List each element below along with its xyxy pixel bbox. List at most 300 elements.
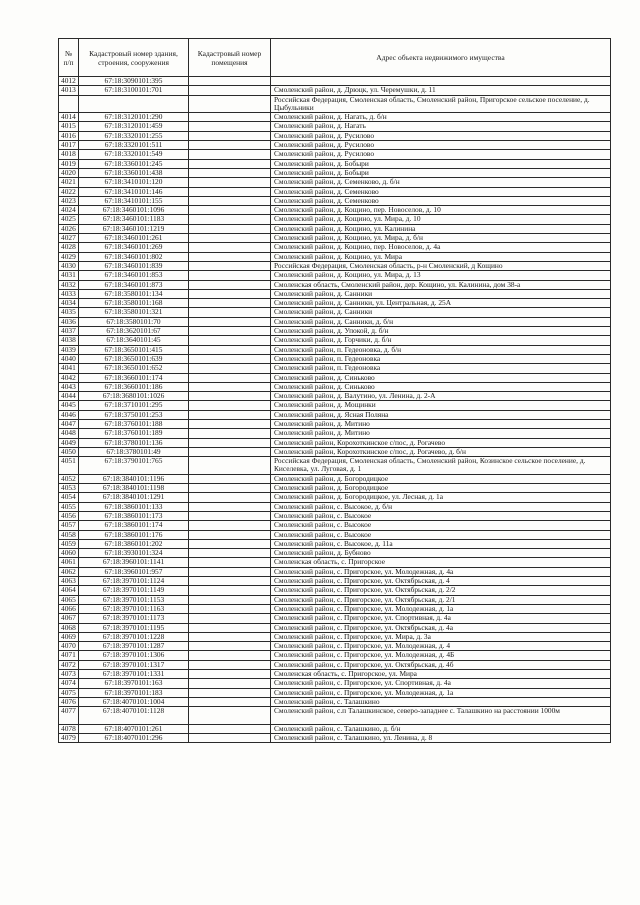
building-cadastral-number: 67:18:3460101:1096 <box>79 206 189 215</box>
property-address: Смоленский район, д. Кощино, пер. Новоселов, д. 4а <box>271 243 611 252</box>
property-address: Смоленский район, с. Пригорское, ул. Молодежная, д. 1а <box>271 688 611 697</box>
row-number: 4058 <box>59 530 79 539</box>
room-cadastral-number <box>189 604 271 613</box>
table-row <box>59 215 611 224</box>
row-number: 4077 <box>59 707 79 725</box>
property-address: Российская Федерация, Смоленская область, р-н Смоленский, д Кощино <box>271 261 611 270</box>
building-cadastral-number: 67:18:3320101:511 <box>79 141 189 150</box>
row-number: 4048 <box>59 429 79 438</box>
building-cadastral-number: 67:18:3860101:202 <box>79 539 189 548</box>
property-address: Смоленский район, п. Гедеоновка <box>271 354 611 363</box>
building-cadastral-number: 67:18:4070101:296 <box>79 734 189 743</box>
property-address: Смоленский район, д. Бобыри <box>271 168 611 177</box>
property-address: Смоленский район, с. Высокое, д. б/н <box>271 502 611 511</box>
room-cadastral-number <box>189 234 271 243</box>
building-cadastral-number: 67:18:4070101:261 <box>79 724 189 733</box>
room-cadastral-number <box>189 447 271 456</box>
row-number: 4015 <box>59 122 79 131</box>
table-row <box>59 159 611 168</box>
room-cadastral-number <box>189 77 271 86</box>
building-cadastral-number: 67:18:3970101:1149 <box>79 586 189 595</box>
room-cadastral-number <box>189 511 271 520</box>
table-row <box>59 474 611 483</box>
room-cadastral-number <box>189 614 271 623</box>
table-row <box>59 401 611 410</box>
table-row <box>59 632 611 641</box>
room-cadastral-number <box>189 382 271 391</box>
building-cadastral-number: 67:18:3760101:188 <box>79 419 189 428</box>
row-number: 4064 <box>59 586 79 595</box>
table-row <box>59 419 611 428</box>
room-cadastral-number <box>189 484 271 493</box>
table-row <box>59 558 611 567</box>
row-number: 4072 <box>59 660 79 669</box>
building-cadastral-number <box>79 95 189 113</box>
property-address: Смоленский район, д. Валутино, ул. Ленина, д. 2-А <box>271 392 611 401</box>
property-address: Смоленский район, с. Пригорское, ул. Молодежная, д. 1а <box>271 604 611 613</box>
table-row <box>59 364 611 373</box>
room-cadastral-number <box>189 530 271 539</box>
room-cadastral-number <box>189 457 271 475</box>
header-building-cadastral: Кадастровый номер здания, строения, сооружения <box>79 39 189 77</box>
building-cadastral-number: 67:18:3960101:957 <box>79 567 189 576</box>
room-cadastral-number <box>189 438 271 447</box>
row-number: 4017 <box>59 141 79 150</box>
room-cadastral-number <box>189 429 271 438</box>
table-row <box>59 530 611 539</box>
building-cadastral-number: 67:18:3360101:245 <box>79 159 189 168</box>
row-number: 4067 <box>59 614 79 623</box>
room-cadastral-number <box>189 159 271 168</box>
building-cadastral-number: 67:18:3460101:873 <box>79 280 189 289</box>
row-number: 4047 <box>59 419 79 428</box>
building-cadastral-number: 67:18:3970101:1163 <box>79 604 189 613</box>
table-row <box>59 261 611 270</box>
table-row <box>59 168 611 177</box>
property-address: Смоленский район, п. Гедеоновка <box>271 364 611 373</box>
building-cadastral-number: 67:18:3650101:415 <box>79 345 189 354</box>
building-cadastral-number: 67:18:3120101:459 <box>79 122 189 131</box>
row-number: 4045 <box>59 401 79 410</box>
property-address: Смоленский район, с. Высокое <box>271 530 611 539</box>
room-cadastral-number <box>189 141 271 150</box>
table-row <box>59 345 611 354</box>
building-cadastral-number: 67:18:3780101:49 <box>79 447 189 456</box>
property-address: Смоленский район, д. Бобыри <box>271 159 611 168</box>
property-address: Смоленский район, Корохоткинское с/пос, д. Рогачево <box>271 438 611 447</box>
table-row <box>59 86 611 95</box>
room-cadastral-number <box>189 178 271 187</box>
room-cadastral-number <box>189 521 271 530</box>
property-address: Смоленский район, д. Бубново <box>271 549 611 558</box>
room-cadastral-number <box>189 419 271 428</box>
building-cadastral-number: 67:18:3970101:163 <box>79 679 189 688</box>
building-cadastral-number: 67:18:3970101:1124 <box>79 577 189 586</box>
row-number: 4078 <box>59 724 79 733</box>
row-number: 4028 <box>59 243 79 252</box>
row-number: 4053 <box>59 484 79 493</box>
row-number: 4038 <box>59 336 79 345</box>
table-row <box>59 447 611 456</box>
room-cadastral-number <box>189 549 271 558</box>
room-cadastral-number <box>189 336 271 345</box>
building-cadastral-number: 67:18:3860101:133 <box>79 502 189 511</box>
room-cadastral-number <box>189 86 271 95</box>
row-number: 4032 <box>59 280 79 289</box>
property-address: Смоленский район, с. Пригорское, ул. Мира, д. 3а <box>271 632 611 641</box>
row-number: 4014 <box>59 113 79 122</box>
row-number: 4059 <box>59 539 79 548</box>
room-cadastral-number <box>189 734 271 743</box>
building-cadastral-number: 67:18:3840101:1291 <box>79 493 189 502</box>
row-number: 4035 <box>59 308 79 317</box>
room-cadastral-number <box>189 354 271 363</box>
room-cadastral-number <box>189 150 271 159</box>
room-cadastral-number <box>189 327 271 336</box>
room-cadastral-number <box>189 299 271 308</box>
room-cadastral-number <box>189 660 271 669</box>
property-address: Смоленский район, с. Пригорское, ул. Октябрьская, д. 4 <box>271 577 611 586</box>
table-row <box>59 438 611 447</box>
table-row <box>59 502 611 511</box>
building-cadastral-number: 67:18:3460101:853 <box>79 271 189 280</box>
row-number: 4025 <box>59 215 79 224</box>
building-cadastral-number: 67:18:3460101:1183 <box>79 215 189 224</box>
row-number: 4026 <box>59 224 79 233</box>
row-number: 4044 <box>59 392 79 401</box>
building-cadastral-number: 67:18:4070101:1128 <box>79 707 189 725</box>
property-address: Смоленский район, д. Кощино, ул. Мира <box>271 252 611 261</box>
property-address: Смоленский район, с. Пригорское, ул. Октябрьская, д. 4б <box>271 660 611 669</box>
room-cadastral-number <box>189 539 271 548</box>
room-cadastral-number <box>189 261 271 270</box>
row-number: 4061 <box>59 558 79 567</box>
row-number: 4063 <box>59 577 79 586</box>
table-row <box>59 382 611 391</box>
table-row <box>59 206 611 215</box>
row-number: 4068 <box>59 623 79 632</box>
row-number: 4020 <box>59 168 79 177</box>
table-row <box>59 707 611 725</box>
table-row <box>59 336 611 345</box>
row-number: 4036 <box>59 317 79 326</box>
building-cadastral-number: 67:18:3650101:639 <box>79 354 189 363</box>
room-cadastral-number <box>189 95 271 113</box>
room-cadastral-number <box>189 364 271 373</box>
property-address: Смоленский район, с. Пригорское, ул. Октябрьская, д. 4а <box>271 623 611 632</box>
building-cadastral-number: 67:18:3090101:395 <box>79 77 189 86</box>
room-cadastral-number <box>189 113 271 122</box>
building-cadastral-number: 67:18:4070101:1004 <box>79 697 189 706</box>
room-cadastral-number <box>189 317 271 326</box>
room-cadastral-number <box>189 642 271 651</box>
table-row <box>59 280 611 289</box>
building-cadastral-number: 67:18:3460101:261 <box>79 234 189 243</box>
row-number: 4042 <box>59 373 79 382</box>
row-number: 4043 <box>59 382 79 391</box>
building-cadastral-number: 67:18:3640101:45 <box>79 336 189 345</box>
room-cadastral-number <box>189 595 271 604</box>
property-address: Смоленский район, д. Нагать <box>271 122 611 131</box>
property-address: Смоленский район, д. Дрюцк, ул. Черемушки, д. 11 <box>271 86 611 95</box>
property-address: Смоленский район, д. Богородицкое <box>271 474 611 483</box>
building-cadastral-number: 67:18:3120101:290 <box>79 113 189 122</box>
property-address: Смоленский район, д. Русилово <box>271 131 611 140</box>
room-cadastral-number <box>189 243 271 252</box>
row-number: 4013 <box>59 86 79 95</box>
table-row <box>59 697 611 706</box>
building-cadastral-number: 67:18:3650101:652 <box>79 364 189 373</box>
property-address: Смоленский район, с. Пригорское, ул. Спортивная, д. 4а <box>271 679 611 688</box>
room-cadastral-number <box>189 271 271 280</box>
row-number: 4051 <box>59 457 79 475</box>
room-cadastral-number <box>189 623 271 632</box>
table-row <box>59 354 611 363</box>
table-row <box>59 410 611 419</box>
room-cadastral-number <box>189 206 271 215</box>
table-row <box>59 95 611 113</box>
building-cadastral-number: 67:18:3410101:155 <box>79 196 189 205</box>
property-address: Смоленская область, Смоленский район, дер. Кощино, ул. Калинина, дом 38-а <box>271 280 611 289</box>
building-cadastral-number: 67:18:3930101:324 <box>79 549 189 558</box>
property-address: Смоленский район, д. Митино <box>271 419 611 428</box>
row-number: 4012 <box>59 77 79 86</box>
property-table <box>58 38 611 743</box>
row-number: 4040 <box>59 354 79 363</box>
row-number: 4069 <box>59 632 79 641</box>
table-row <box>59 642 611 651</box>
building-cadastral-number: 67:18:3970101:1331 <box>79 670 189 679</box>
row-number: 4074 <box>59 679 79 688</box>
room-cadastral-number <box>189 670 271 679</box>
building-cadastral-number: 67:18:3760101:189 <box>79 429 189 438</box>
room-cadastral-number <box>189 280 271 289</box>
property-address: Смоленский район, д. Синьково <box>271 382 611 391</box>
property-address: Смоленский район, п. Гедеоновка, д. б/н <box>271 345 611 354</box>
property-address: Смоленский район, д. Санники, д. б/н <box>271 317 611 326</box>
building-cadastral-number: 67:18:3320101:549 <box>79 150 189 159</box>
room-cadastral-number <box>189 196 271 205</box>
table-row <box>59 271 611 280</box>
row-number: 4030 <box>59 261 79 270</box>
property-address: Смоленский район, д. Кощино, ул. Мира, д. б/н <box>271 234 611 243</box>
table-row <box>59 113 611 122</box>
table-row <box>59 614 611 623</box>
property-address: Смоленский район, д. Ясная Поляна <box>271 410 611 419</box>
table-row <box>59 595 611 604</box>
building-cadastral-number: 67:18:3460101:269 <box>79 243 189 252</box>
building-cadastral-number: 67:18:3860101:173 <box>79 511 189 520</box>
header-address: Адрес объекта недвижимого имущества <box>271 39 611 77</box>
table-row <box>59 131 611 140</box>
row-number: 4057 <box>59 521 79 530</box>
row-number: 4070 <box>59 642 79 651</box>
property-address: Смоленский район, с. Пригорское, ул. Октябрьская, д. 2/1 <box>271 595 611 604</box>
table-row <box>59 521 611 530</box>
row-number: 4066 <box>59 604 79 613</box>
room-cadastral-number <box>189 632 271 641</box>
room-cadastral-number <box>189 688 271 697</box>
header-number: № п/п <box>59 39 79 77</box>
property-address: Смоленский район, д. Кощино, ул. Мира, д. 10 <box>271 215 611 224</box>
room-cadastral-number <box>189 586 271 595</box>
building-cadastral-number: 67:18:3410101:120 <box>79 178 189 187</box>
property-address: Смоленская область, с. Пригорское <box>271 558 611 567</box>
building-cadastral-number: 67:18:3680101:1026 <box>79 392 189 401</box>
property-address: Смоленский район, с. Талашкино, ул. Ленина, д. 8 <box>271 734 611 743</box>
property-address: Смоленский район, д. Семенково, д. б/н <box>271 178 611 187</box>
room-cadastral-number <box>189 224 271 233</box>
room-cadastral-number <box>189 392 271 401</box>
building-cadastral-number: 67:18:3460101:839 <box>79 261 189 270</box>
table-row <box>59 141 611 150</box>
row-number: 4046 <box>59 410 79 419</box>
row-number: 4062 <box>59 567 79 576</box>
row-number: 4041 <box>59 364 79 373</box>
building-cadastral-number: 67:18:3410101:146 <box>79 187 189 196</box>
table-row <box>59 317 611 326</box>
building-cadastral-number: 67:18:3970101:1287 <box>79 642 189 651</box>
table-row <box>59 734 611 743</box>
row-number: 4054 <box>59 493 79 502</box>
table-row <box>59 243 611 252</box>
property-address: Смоленский район, с. Пригорское, ул. Спортивная, д. 4а <box>271 614 611 623</box>
table-row <box>59 604 611 613</box>
building-cadastral-number: 67:18:3970101:1228 <box>79 632 189 641</box>
property-address: Смоленский район, д. Горчики, д. б/н <box>271 336 611 345</box>
table-row <box>59 373 611 382</box>
row-number: 4060 <box>59 549 79 558</box>
table-body <box>59 77 611 743</box>
header-room-cadastral: Кадастровый номер помещения <box>189 39 271 77</box>
property-address: Смоленский район, д. Нагать, д. б/н <box>271 113 611 122</box>
property-address: Смоленский район, д. Синьково <box>271 373 611 382</box>
property-address: Смоленский район, д. Богородицкое, ул. Лесная, д. 1а <box>271 493 611 502</box>
room-cadastral-number <box>189 577 271 586</box>
table-row <box>59 308 611 317</box>
building-cadastral-number: 67:18:3580101:168 <box>79 299 189 308</box>
room-cadastral-number <box>189 252 271 261</box>
table-row <box>59 196 611 205</box>
table-row <box>59 549 611 558</box>
property-address: Смоленский район, д. Кощино, пер. Новоселов, д. 10 <box>271 206 611 215</box>
property-address: Смоленский район, с. Пригорское, ул. Октябрьская, д. 2/2 <box>271 586 611 595</box>
building-cadastral-number: 67:18:3580101:70 <box>79 317 189 326</box>
table-row <box>59 586 611 595</box>
building-cadastral-number: 67:18:3970101:1195 <box>79 623 189 632</box>
table-row <box>59 327 611 336</box>
room-cadastral-number <box>189 558 271 567</box>
room-cadastral-number <box>189 707 271 725</box>
table-row <box>59 77 611 86</box>
building-cadastral-number: 67:18:3840101:1196 <box>79 474 189 483</box>
room-cadastral-number <box>189 502 271 511</box>
row-number: 4016 <box>59 131 79 140</box>
building-cadastral-number: 67:18:3970101:1153 <box>79 595 189 604</box>
table-row <box>59 252 611 261</box>
property-address: Российская Федерация, Смоленская область, Смоленский район, Пригорское сельское поселение, д. Цыбульники <box>271 95 611 113</box>
table-row <box>59 299 611 308</box>
property-address: Смоленский район, с. Высокое <box>271 511 611 520</box>
table-row <box>59 623 611 632</box>
row-number: 4022 <box>59 187 79 196</box>
property-address <box>271 77 611 86</box>
table-row <box>59 511 611 520</box>
building-cadastral-number: 67:18:3790101:765 <box>79 457 189 475</box>
row-number <box>59 95 79 113</box>
property-address: Смоленский район, д. Санники <box>271 308 611 317</box>
property-address: Смоленский район, д. Санники <box>271 289 611 298</box>
row-number: 4018 <box>59 150 79 159</box>
building-cadastral-number: 67:18:3320101:255 <box>79 131 189 140</box>
property-address: Смоленский район, д. Семенково <box>271 187 611 196</box>
room-cadastral-number <box>189 651 271 660</box>
room-cadastral-number <box>189 187 271 196</box>
table-row <box>59 457 611 475</box>
table-row <box>59 688 611 697</box>
table-row <box>59 493 611 502</box>
property-address: Смоленский район, с. Талашкино, д. б/н <box>271 724 611 733</box>
row-number: 4073 <box>59 670 79 679</box>
building-cadastral-number: 67:18:3360101:438 <box>79 168 189 177</box>
property-address: Смоленский район, с. Пригорское, ул. Молодежная, д. 4Б <box>271 651 611 660</box>
room-cadastral-number <box>189 345 271 354</box>
room-cadastral-number <box>189 373 271 382</box>
table-row <box>59 150 611 159</box>
table-row <box>59 567 611 576</box>
building-cadastral-number: 67:18:3970101:1173 <box>79 614 189 623</box>
property-address: Смоленский район, д. Кощино, ул. Мира, д. 13 <box>271 271 611 280</box>
row-number: 4050 <box>59 447 79 456</box>
row-number: 4052 <box>59 474 79 483</box>
building-cadastral-number: 67:18:3710101:295 <box>79 401 189 410</box>
table-row <box>59 392 611 401</box>
property-address: Смоленский район, с. Пригорское, ул. Молодежная, д. 4а <box>271 567 611 576</box>
building-cadastral-number: 67:18:3970101:1306 <box>79 651 189 660</box>
room-cadastral-number <box>189 122 271 131</box>
row-number: 4079 <box>59 734 79 743</box>
row-number: 4021 <box>59 178 79 187</box>
property-address: Смоленский район, Корохоткинское с/пос, д. Рогачево, д. б/н <box>271 447 611 456</box>
room-cadastral-number <box>189 724 271 733</box>
table-row <box>59 660 611 669</box>
building-cadastral-number: 67:18:3970101:1317 <box>79 660 189 669</box>
row-number: 4027 <box>59 234 79 243</box>
room-cadastral-number <box>189 401 271 410</box>
table-row <box>59 234 611 243</box>
table-row <box>59 122 611 131</box>
row-number: 4049 <box>59 438 79 447</box>
room-cadastral-number <box>189 493 271 502</box>
property-address: Российская Федерация, Смоленская область, Смоленский район, Козинское сельское поселение, д. Киселевка, ул. Луговая, д. 1 <box>271 457 611 475</box>
building-cadastral-number: 67:18:3860101:174 <box>79 521 189 530</box>
building-cadastral-number: 67:18:3460101:802 <box>79 252 189 261</box>
property-address: Смоленский район, д. Санники, ул. Центральная, д. 25А <box>271 299 611 308</box>
table-row <box>59 539 611 548</box>
row-number: 4076 <box>59 697 79 706</box>
property-address: Смоленский район, с. Пригорское, ул. Молодежная, д. 4 <box>271 642 611 651</box>
building-cadastral-number: 67:18:3580101:321 <box>79 308 189 317</box>
row-number: 4075 <box>59 688 79 697</box>
room-cadastral-number <box>189 168 271 177</box>
property-address: Смоленский район, с. Талашкино <box>271 697 611 706</box>
row-number: 4023 <box>59 196 79 205</box>
building-cadastral-number: 67:18:3840101:1198 <box>79 484 189 493</box>
row-number: 4065 <box>59 595 79 604</box>
table-row <box>59 224 611 233</box>
building-cadastral-number: 67:18:3750101:253 <box>79 410 189 419</box>
row-number: 4034 <box>59 299 79 308</box>
